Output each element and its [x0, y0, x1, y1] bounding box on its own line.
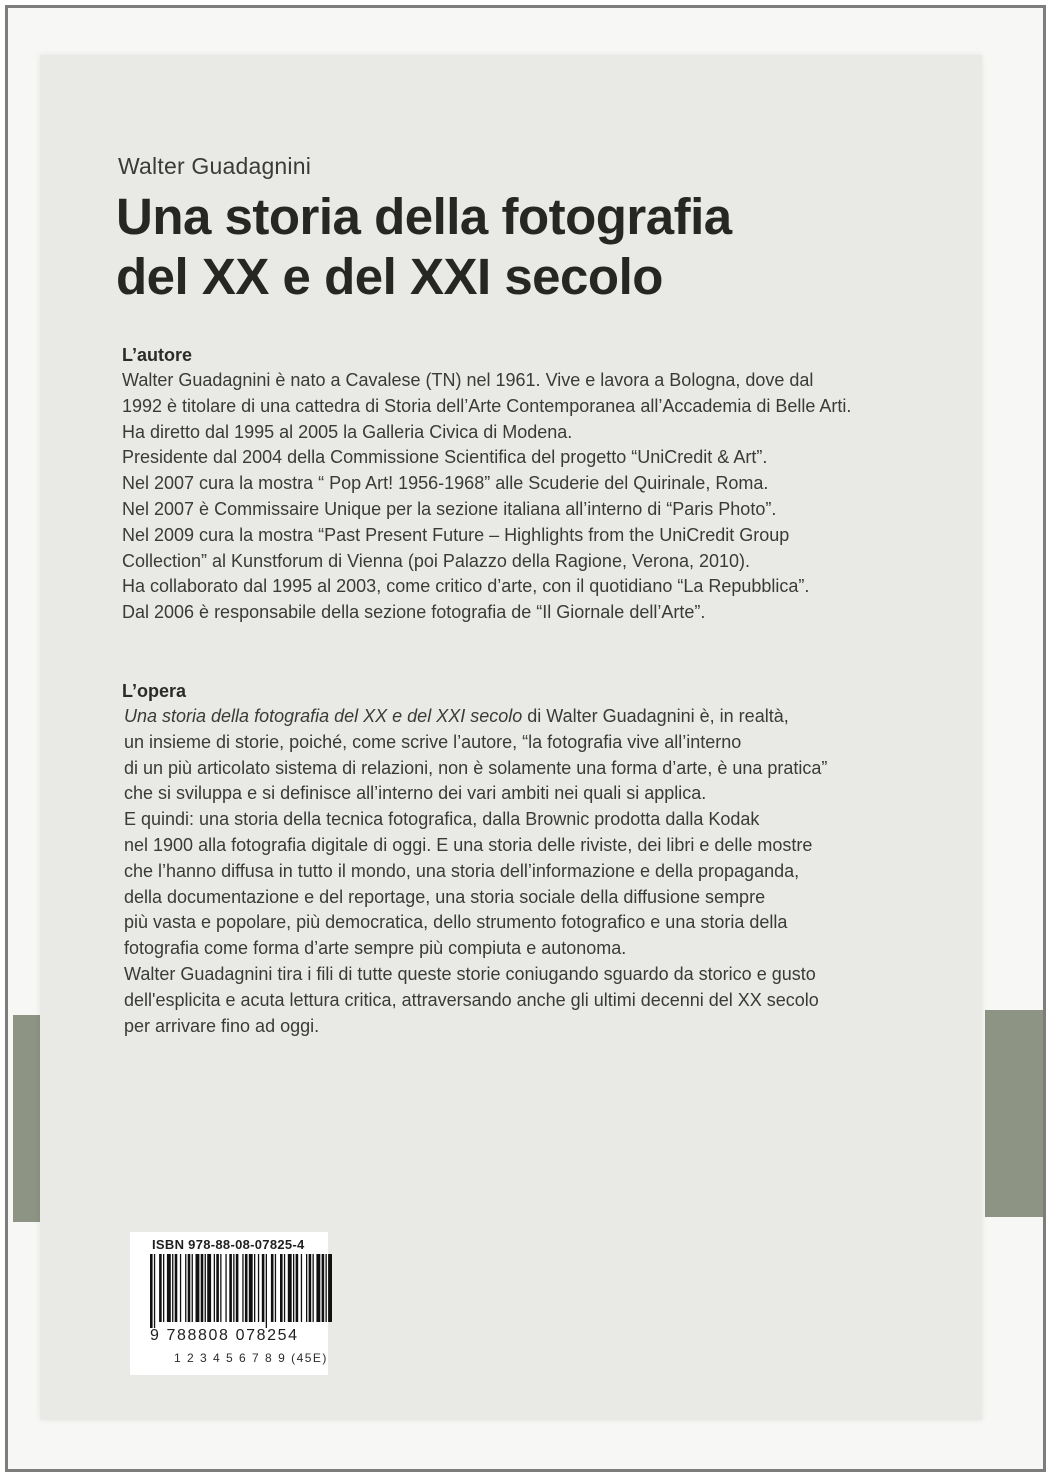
barcode-bar: [316, 1254, 320, 1322]
barcode-bar: [229, 1254, 232, 1322]
description-line: che si sviluppa e si definisce all’interno dei vari ambiti nei quali si applica.: [124, 783, 707, 804]
work-section-heading: L’opera: [122, 681, 187, 701]
barcode-bar: [154, 1254, 155, 1328]
barcode-bar: [220, 1254, 221, 1322]
barcode-bar: [313, 1254, 314, 1322]
barcode-bar: [159, 1254, 162, 1322]
description-text: di Walter Guadagnini è, in realtà,: [522, 706, 789, 726]
barcode-bar: [284, 1254, 285, 1322]
barcode-bar: [236, 1254, 239, 1322]
barcode-bar: [326, 1254, 327, 1322]
barcode-bar: [328, 1254, 332, 1322]
bio-line: Collection” al Kunstforum di Vienna (poi Palazzo della Ragione, Verona, 2010).: [122, 550, 751, 571]
barcode-bar: [205, 1254, 206, 1322]
bio-line: Ha collaborato dal 1995 al 2003, come critico d’arte, con il quotidiano “La Repubblica”.: [122, 576, 810, 597]
barcode-bar: [216, 1254, 219, 1322]
barcode-bar: [309, 1254, 312, 1322]
description-line: che l’hanno diffusa in tutto il mondo, una storia dell’informazione e della propaganda,: [124, 860, 800, 881]
barcode-bar: [266, 1254, 267, 1328]
title-line: del XX e del XXI secolo: [116, 248, 663, 305]
book-title: [116, 187, 732, 307]
description-line: di un più articolato sistema di relazioni, non è solamente una forma d’arte, è una pratica”: [124, 757, 828, 778]
description-line: fotografia come forma d’arte sempre più compiuta e autonoma.: [124, 938, 627, 959]
description-line: della documentazione e del reportage, una storia sociale della diffusione sempre: [124, 886, 766, 907]
bio-line: Nel 2007 è Commissaire Unique per la sezione italiana all’interno di “Paris Photo”.: [122, 498, 777, 519]
barcode-bar: [306, 1254, 307, 1322]
barcode-bar: [180, 1254, 181, 1322]
author-name: Walter Guadagnini: [118, 153, 312, 179]
barcode-bar: [258, 1254, 259, 1322]
bio-line: Nel 2007 cura la mostra “ Pop Art! 1956-1968” alle Scuderie del Quirinale, Roma.: [122, 473, 769, 494]
barcode-bar: [293, 1254, 294, 1322]
barcode-bar: [233, 1254, 234, 1322]
barcode-icon: [148, 1254, 334, 1330]
barcode-bar: [150, 1254, 153, 1328]
bio-line: Nel 2009 cura la mostra “Past Present Future – Highlights from the UniCredit Group: [122, 524, 790, 545]
right-accent-stripe: [985, 1010, 1043, 1217]
description-line: per arrivare fino ad oggi.: [124, 1015, 320, 1036]
ean-digits: 9 788808 078254: [150, 1327, 299, 1344]
author-bio: [122, 368, 922, 626]
barcode-bar: [262, 1254, 265, 1322]
bio-line: Walter Guadagnini è nato a Cavalese (TN) nel 1961. Vive e lavora a Bologna, dove dal: [122, 370, 814, 390]
barcode-bar: [242, 1254, 243, 1322]
bio-line: Dal 2006 è responsabile della sezione fotografia de “Il Giornale dell’Arte”.: [122, 602, 706, 623]
description-line: [124, 704, 924, 730]
barcode-bar: [225, 1254, 226, 1322]
work-description: [124, 704, 924, 1039]
barcode-bar: [288, 1254, 292, 1322]
barcode-bar: [271, 1254, 274, 1322]
barcode-bar: [175, 1254, 178, 1322]
bio-line: Presidente dal 2004 della Commissione Scientifica del progetto “UniCredit & Art”.: [122, 447, 768, 468]
description-line: più vasta e popolare, più democratica, dello strumento fotografico e una storia della: [124, 912, 788, 933]
price-code: 1 2 3 4 5 6 7 8 9 (45E): [174, 1351, 328, 1365]
description-line: E quindi: una storia della tecnica fotografica, dalla Brownic prodotta dalla Kodak: [124, 809, 760, 830]
description-line: Walter Guadagnini tira i fili di tutte queste storie coniugando sguardo da storico e gusto: [124, 963, 816, 984]
barcode-bar: [322, 1254, 325, 1322]
barcode-bar: [249, 1254, 253, 1322]
barcode-bar: [196, 1254, 200, 1322]
bio-line: 1992 è titolare di una cattedra di Storia dell’Arte Contemporanea all’Accademia di Belle Arti.: [122, 395, 852, 416]
barcode-bar: [214, 1254, 215, 1322]
barcode-bar: [192, 1254, 193, 1322]
barcode-bar: [188, 1254, 191, 1322]
barcode-bar: [280, 1254, 283, 1322]
description-line: nel 1900 alla fotografia digitale di oggi. E una storia delle riviste, dei libri e delle mostre: [124, 834, 813, 855]
isbn-text: ISBN 978-88-08-07825-4: [152, 1237, 305, 1252]
barcode-bar: [163, 1254, 164, 1322]
description-line: un insieme di storie, poiché, come scrive l’autore, “la fotografia vive all’interno: [124, 731, 742, 752]
bio-line: Ha diretto dal 1995 al 2005 la Galleria Civica di Modena.: [122, 421, 573, 442]
author-section-heading: L’autore: [122, 345, 193, 365]
barcode-bar: [207, 1254, 211, 1322]
barcode-bar: [296, 1254, 299, 1322]
barcode-bar: [185, 1254, 186, 1322]
book-title-italic: Una storia della fotografia del XX e del XXI secolo: [124, 706, 523, 726]
description-line: dell'esplicita e acuta lettura critica, attraversando anche gli ultimi decenni del XX secolo: [124, 989, 819, 1010]
barcode-bar: [172, 1254, 173, 1322]
title-line: Una storia della fotografia: [116, 188, 732, 245]
barcode-bar: [245, 1254, 248, 1322]
barcode-bar: [254, 1254, 255, 1322]
barcode-bar: [167, 1254, 171, 1322]
barcode-bar: [301, 1254, 302, 1322]
barcode-bar: [201, 1254, 204, 1322]
barcode-bar: [275, 1254, 276, 1322]
